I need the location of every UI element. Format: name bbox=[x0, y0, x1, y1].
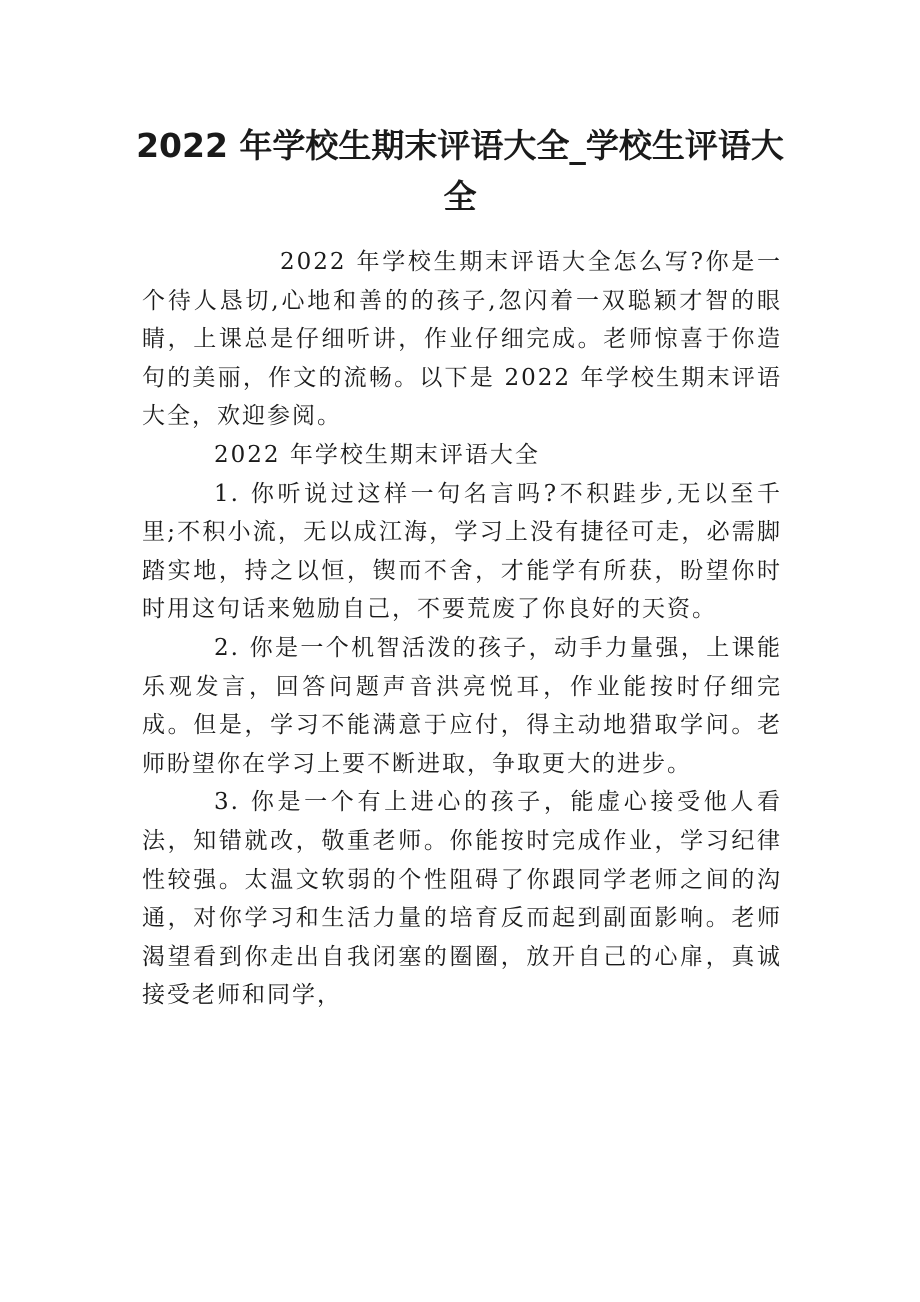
comment-item-1: 1. 你听说过这样一句名言吗?不积跬步,无以至千里;不积小流，无以成江海，学习上没有捷径可走，必需脚踏实地，持之以恒，锲而不舍，才能学有所获，盼望你时时用这句话来勉励自己，不要荒废了你良好的天资。 bbox=[142, 480, 782, 623]
intro-paragraph: 2022 年学校生期末评语大全怎么写?你是一个待人恳切,心地和善的的孩子,忽闪着一双聪颖才智的眼睛，上课总是仔细听讲，作业仔细完成。老师惊喜于你造句的美丽，作文的流畅。以下是 2022 年学校生期末评语大全，欢迎参阅。 bbox=[142, 249, 782, 430]
document-body bbox=[142, 243, 782, 1015]
document-title: 2022 年学校生期末评语大全_学校生评语大全 bbox=[136, 126, 784, 216]
comment-item-3: 3. 你是一个有上进心的孩子，能虚心接受他人看法，知错就改，敬重老师。你能按时完成作业，学习纪律性较强。太温文软弱的个性阻碍了你跟同学老师之间的沟通，对你学习和生活力量的培育反而起到副面影响。老师渴望看到你走出自我闭塞的圈圈，放开自己的心扉，真诚接受老师和同学， bbox=[142, 789, 782, 1009]
section-heading: 2022 年学校生期末评语大全 bbox=[214, 441, 540, 468]
comment-item-2: 2. 你是一个机智活泼的孩子，动手力量强，上课能乐观发言，回答问题声音洪亮悦耳，作业能按时仔细完成。但是，学习不能满意于应付，得主动地猎取学问。老师盼望你在学习上要不断进取，争取更大的进步。 bbox=[142, 634, 782, 777]
